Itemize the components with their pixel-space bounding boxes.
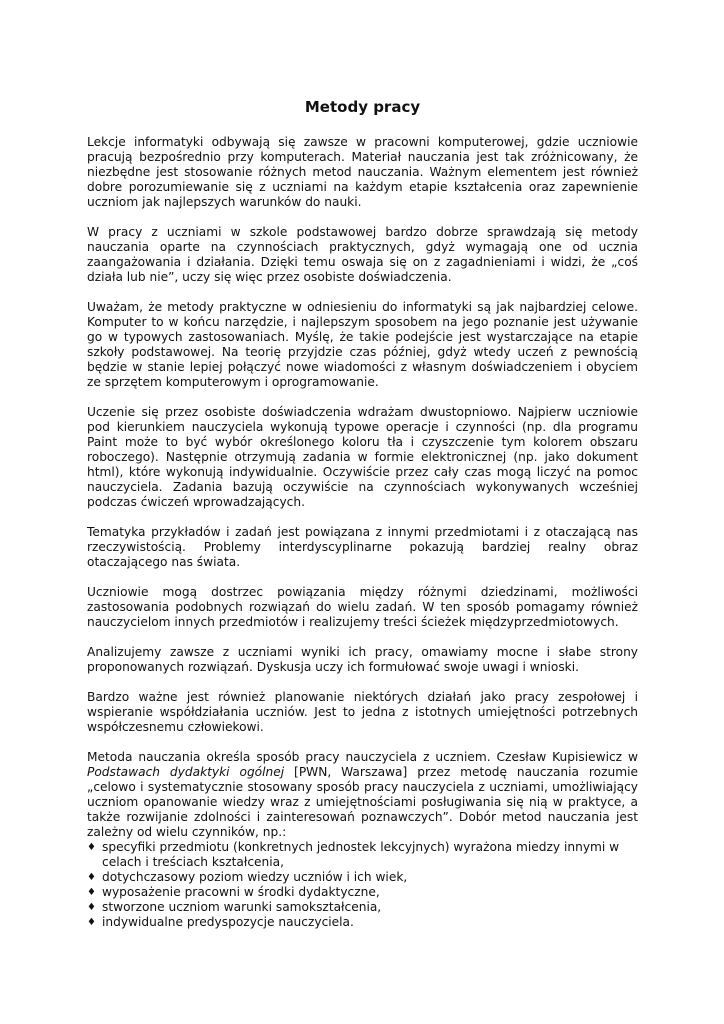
list-item-text: specyfiki przedmiotu (konkretnych jednostek lekcyjnych) wyrażona miedzy innymi w celach i treściach kształcenia, <box>102 840 620 869</box>
list-item-text: dotychczasowy poziom wiedzy uczniów i ich wiek, <box>102 870 408 884</box>
page-title: Metody pracy <box>304 98 421 116</box>
paragraph-2: W pracy z uczniami w szkole podstawowej bardzo dobrze sprawdzają się metody nauczania oparte na czynnościach praktycznych, gdyż wymagają one od ucznia zaangażowania i działania. Dzięki temu oswaja się on z zagadnieniami i widzi, że „coś działa lub nie”, uczy się więc przez osobiste doświadczenia. <box>87 225 638 284</box>
paragraph-7: Analizujemy zawsze z uczniami wyniki ich pracy, omawiamy mocne i słabe strony proponowanych rozwiązań. Dyskusja uczy ich formułować swoje uwagi i wnioski. <box>87 645 638 674</box>
diamond-bullet-icon: ♦ <box>87 887 96 898</box>
paragraph-8: Bardzo ważne jest również planowanie niektórych działań jako pracy zespołowej i wspieranie współdziałania uczniów. Jest to jedna z istotnych umiejętności potrzebnych współczesnemu człowiekowi. <box>87 690 638 734</box>
list-item <box>87 885 638 900</box>
list-item <box>87 900 638 915</box>
list-item <box>87 840 638 870</box>
document-page <box>87 98 638 930</box>
paragraph-5: Tematyka przykładów i zadań jest powiązana z innymi przedmiotami i z otaczającą nas rzeczywistością. Problemy interdyscyplinarne pokazują bardziej realny obraz otaczającego nas świata. <box>87 525 638 569</box>
list-item <box>87 870 638 885</box>
diamond-bullet-icon: ♦ <box>87 917 96 928</box>
factors-list <box>87 840 638 930</box>
book-title: Podstawach dydaktyki ogólnej <box>87 765 285 779</box>
diamond-bullet-icon: ♦ <box>87 842 96 853</box>
diamond-bullet-icon: ♦ <box>87 872 96 883</box>
list-item-text: stworzone uczniom warunki samokształcenia, <box>102 900 382 914</box>
list-item-text: indywidualne predyspozycje nauczyciela. <box>102 915 354 929</box>
paragraph-4: Uczenie się przez osobiste doświadczenia wdrażam dwustopniowo. Najpierw uczniowie pod kierunkiem nauczyciela wykonują typowe operacje i czynności (np. dla programu Paint może to być wybór określonego koloru tła i czyszczenie tym kolorem obszaru roboczego). Następnie otrzymują zadania w formie elektronicznej (np. jako dokument html), które wykonują indywidualnie. Oczywiście przez cały czas mogą liczyć na pomoc nauczyciela. Zadania bazują oczywiście na czynnościach wykonywanych wcześniej podczas ćwiczeń wprowadzających. <box>87 405 638 509</box>
paragraph-6: Uczniowie mogą dostrzec powiązania między różnymi dziedzinami, możliwości zastosowania podobnych rozwiązań do wielu zadań. W ten sposób pomagamy również nauczycielom innych przedmiotów i realizujemy treści ścieżek międzyprzedmiotowych. <box>87 585 638 629</box>
paragraph-3: Uważam, że metody praktyczne w odniesieniu do informatyki są jak najbardziej celowe. Komputer to w końcu narzędzie, i najlepszym sposobem na jego poznanie jest używanie go w typowych zastosowaniach. Myślę, że takie podejście jest wystarczające na etapie szkoły podstawowej. Na teorię przyjdzie czas później, gdyż wtedy uczeń z pewnością będzie w stanie lepiej połączyć nowe wiadomości z własnym doświadczeniem i obyciem ze sprzętem komputerowym i oprogramowanie. <box>87 300 638 389</box>
paragraph-methods-definition <box>87 750 638 840</box>
definition-text-start: Metoda nauczania określa sposób pracy nauczyciela z uczniem. Czesław Kupisiewicz w <box>87 750 638 764</box>
list-item-text: wyposażenie pracowni w środki dydaktyczne, <box>102 885 380 899</box>
paragraph-1: Lekcje informatyki odbywają się zawsze w pracowni komputerowej, gdzie uczniowie pracują bezpośrednio przy komputerach. Materiał nauczania jest tak zróżnicowany, że niezbędne jest stosowanie różnych metod nauczania. Ważnym elementem jest również dobre porozumiewanie się z uczniami na każdym etapie kształcenia oraz zapewnienie uczniom jak najlepszych warunków do nauki. <box>87 135 638 209</box>
diamond-bullet-icon: ♦ <box>87 902 96 913</box>
list-item <box>87 915 638 930</box>
definition-text-end: [PWN, Warszawa] przez metodę nauczania rozumie „celowo i systematycznie stosowany sposób pracy nauczyciela z uczniami, umożliwiający uczniom opanowanie wiedzy wraz z umiejętnościami posługiwania się nią w praktyce, a także rozwijanie zdolności i zainteresowań poznawczych”. Dobór metod nauczania jest zależny od wielu czynników, np.: <box>87 765 638 839</box>
